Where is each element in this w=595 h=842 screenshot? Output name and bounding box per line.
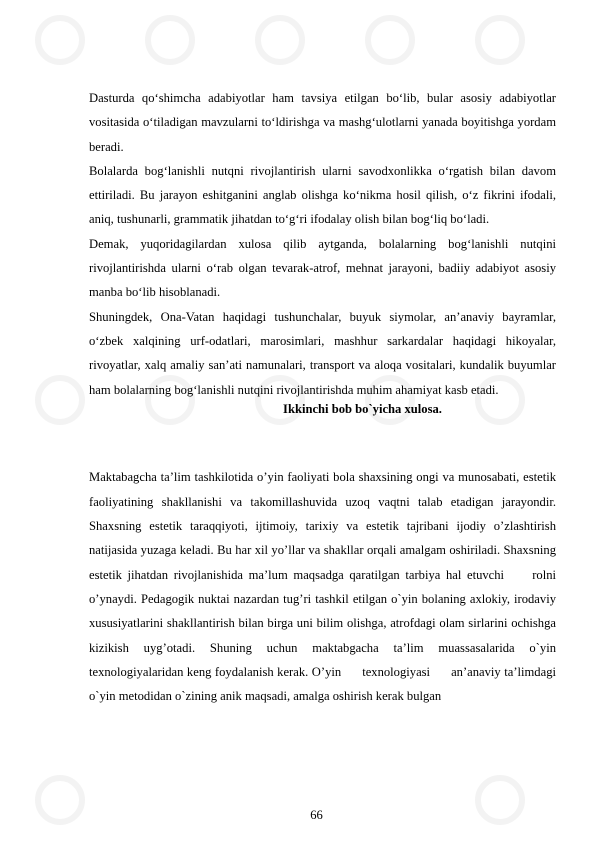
paragraph-text: Dasturda qo‘shimcha adabiyotlar ham tavsiya etilgan bo‘lib, bular asosiy adabiyotlar vositasida o‘tiladigan mavzularni to‘ldirishga va mashg‘ulotlarni yanada boyitishga yordam beradi. <box>89 91 556 154</box>
section-heading: Ikkinchi bob bo`yicha xulosa. <box>283 401 442 416</box>
page-body <box>89 86 560 757</box>
paragraph-homeland-concepts <box>89 305 556 402</box>
paragraph-text: Shuningdek, Ona-Vatan haqidagi tushunchalar, buyuk siymolar, an’anaviy bayramlar, o‘zbek xalqining urf-odatlari, marosimlari, mashhur sarkardalar haqidagi hikoyalar, rivoyatlar, xalq amaliy san’ati namunalari, transport va aloqa vositalari, kundalik buyumlar ham bolalarning bog‘lanishli nutqini rivojlantirishda muhim ahamiyat kasb etadi. <box>89 309 556 397</box>
paragraph-connected-speech <box>89 159 556 232</box>
page-number: 66 <box>310 808 323 822</box>
paragraph-text: Demak, yuqoridagilardan xulosa qilib aytganda, bolalarning bog‘lanishli nutqini rivojlantirishda ularni o‘rab olgan tevarak-atrof, mehnat jarayoni, badiiy adabiyot asosiy manba bo‘lib hisoblanadi. <box>89 236 556 300</box>
paragraph-game-activity <box>89 417 560 757</box>
paragraph-text: Bolalarda bog‘lanishli nutqni rivojlantirish ularni savodxonlikka o‘rgatish bilan davom ettiriladi. Bu jarayon eshitganini anglab olishga ko‘nikma hosil qilish, o‘z fikrini ifodali, aniq, tushunarli, grammatik jihatdan to‘g‘ri ifodalay olish bilan bog‘liq bo‘ladi. <box>89 163 556 227</box>
paragraph-text: Maktabagcha ta’lim tashkilotida o’yin faoliyati bola shaxsining ongi va munosabati, estetik faoliyatining shakllanishi va takomillashuvida uzoq vaqtni talab etadigan jarayondir. Shaxsning estetik taraqqiyoti, ijtimoiy, tarixiy va estetik tajribani ijodiy o’zlashtirish natijasida yuzaga keladi. Bu har xil yo’llar va shakllar orqali amalgam oshiriladi. Shaxsning estetik jihatdan rivojlanishida ma’lum maqsadga qaratilgan tarbiya hal etuvchi rolni o’ynaydi. Pedagogik nuktai nazardan tug’ri tashkil etilgan o`yin bolaning axlokiy, irodaviy xususiyatlarini shakllantirish bilan birga uni bilim olishga, atrofdagi olam sirlarini ochishga kizikish uyg’otadi. Shuning uchun maktabgacha ta’lim muassasalarida o`yin texnologiyalaridan keng foydalanish kerak. O’yin texnologiyasi an’anaviy ta’limdagi o`yin metodidan o`zining anik maqsadi, amalga oshirish kerak bulgan <box>89 470 560 704</box>
paragraph-additional-literature <box>89 86 556 159</box>
paragraph-conclusion-sources <box>89 232 556 305</box>
